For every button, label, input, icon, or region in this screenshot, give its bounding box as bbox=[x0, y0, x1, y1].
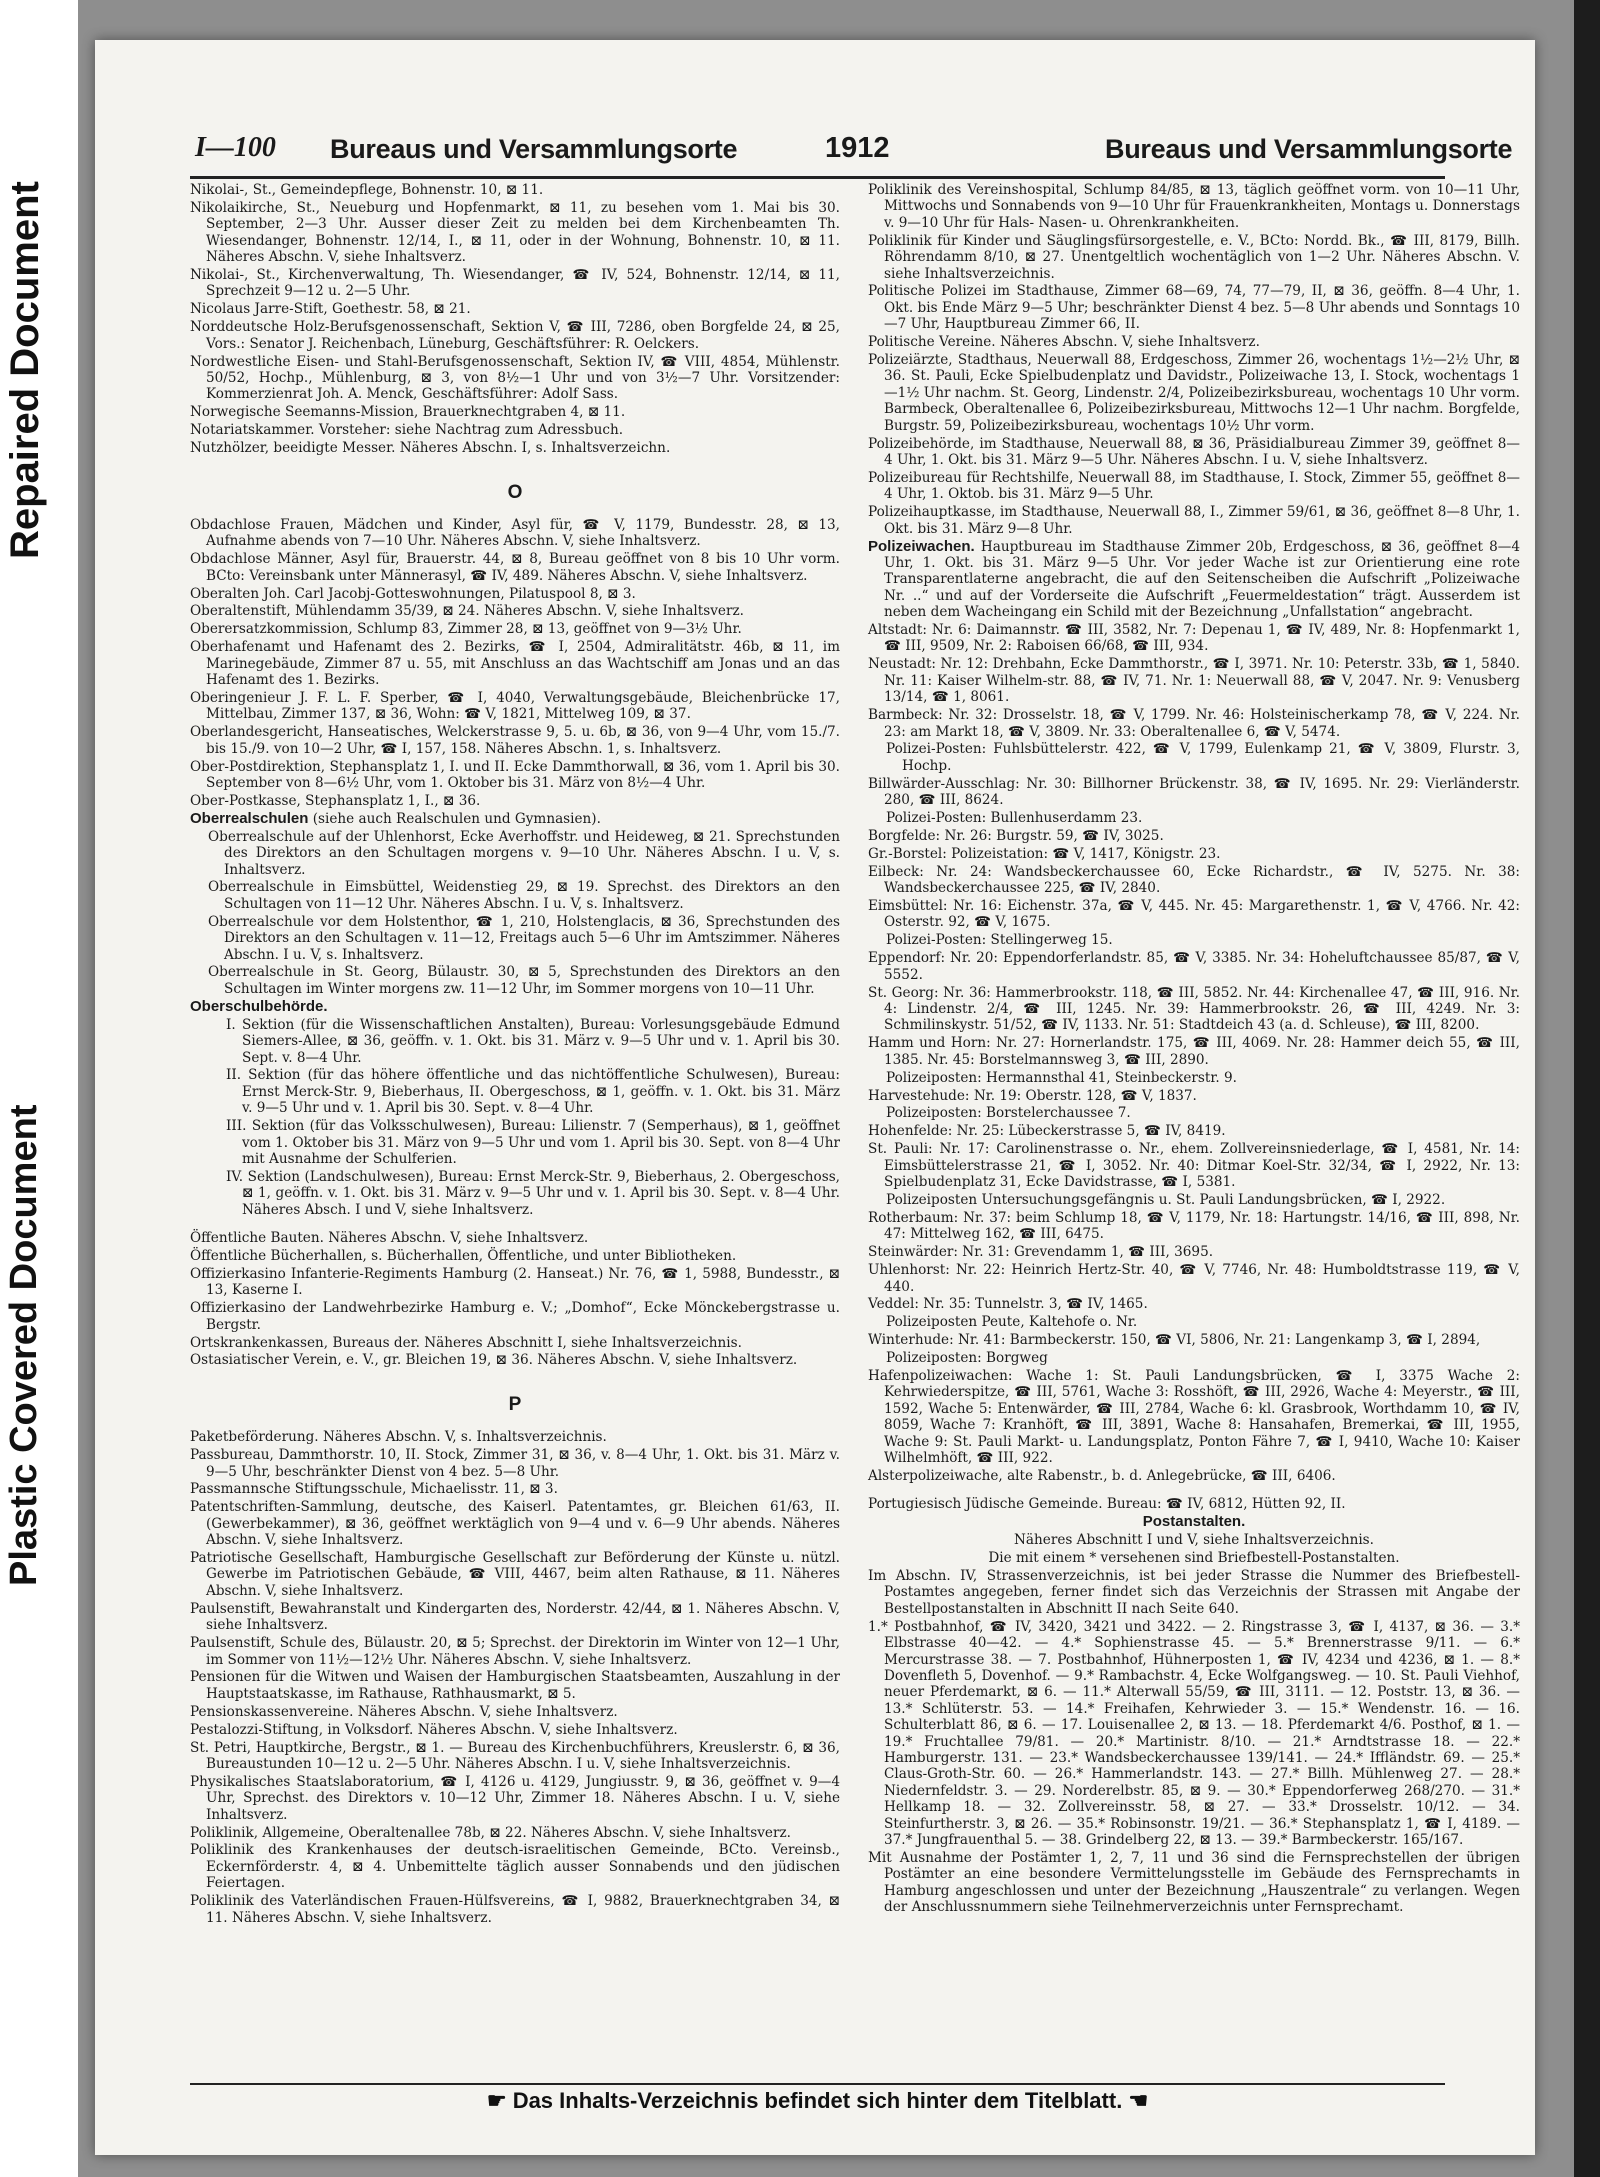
directory-entry bbox=[190, 551, 840, 584]
directory-entry bbox=[190, 200, 840, 266]
directory-entry bbox=[208, 829, 840, 878]
entry-text: Eppendorf: Nr. 20: Eppendorferlandstr. 85, ☎ V, 3385. Nr. 34: Hoheluftchaussee 85/87, ☎ V, 5552. bbox=[868, 950, 1520, 983]
entry-text: Oberalten Joh. Carl Jacobj-Gotteswohnungen, Pilatuspool 8, ⊠ 3. bbox=[190, 585, 636, 602]
entry-text: Die mit einem * versehenen sind Briefbestell-Postanstalten. bbox=[988, 1550, 1400, 1567]
directory-entry bbox=[868, 334, 1520, 350]
directory-entry bbox=[190, 1481, 840, 1497]
entry-text: Passbureau, Dammthorstr. 10, II. Stock, Zimmer 31, ⊠ 36, v. 8—4 Uhr, 1. Okt. bis 31. März v. 9—5 Uhr, beschränkter Dienst von 4 bez. 5—8 Uhr. bbox=[190, 1447, 840, 1480]
header-title-left: Bureaus und Versammlungsorte bbox=[330, 134, 738, 164]
entry-text: Politische Vereine. Näheres Abschn. V, siehe Inhaltsverz. bbox=[868, 334, 1260, 351]
entry-text: Paulsenstift, Bewahranstalt und Kindergarten des, Norderstr. 42/44, ⊠ 1. Näheres Abschn. V, siehe Inhaltsverz. bbox=[190, 1600, 840, 1634]
entry-text: Hauptbureau im Stadthause Zimmer 20b, Erdgeschoss, ⊠ 36, geöffnet 8—4 Uhr, 1. Okt. bis 31. März 9—5 Uhr. Vor jeder Wache ist zur Orientierung eine rote Transparentlaterne angebracht, die auf den Seitenscheiben die Aufschrift „Polizeiwache Nr. ..“ und auf der Vorderseite die Aufschrift „Feuermeldestation“ trägt. Ausserdem ist neben dem Wacheingang ein Schild mit der Bezeichnung „Unfallstation“ angebracht. bbox=[884, 538, 1521, 621]
entry-text: Paulsenstift, Schule des, Bülaustr. 20, ⊠ 5; Sprechst. der Direktorin im Winter von 12—1 Uhr, im Sommer von 11½—12½ Uhr. Näheres Abschn. V, siehe Inhaltsverz. bbox=[190, 1635, 840, 1668]
entry-text: Polizeiposten: Borgweg bbox=[886, 1350, 1048, 1367]
directory-entry bbox=[868, 898, 1520, 931]
entry-text: Norddeutsche Holz-Berufsgenossenschaft, Sektion V, ☎ III, 7286, oben Borgfelde 24, ⊠ 25, Vors.: Senator J. Reichenbach, Lüneburg, Geschäftsführer: R. Oelckers. bbox=[190, 319, 840, 352]
left-column bbox=[190, 182, 840, 1928]
entry-text: Neustadt: Nr. 12: Drehbahn, Ecke Dammthorstr., ☎ I, 3971. Nr. 10: Peterstr. 33b, ☎ 1, 5840. Nr. 11: Kaiser Wilhelm-str. 88, ☎ IV, 71. Nr. 1: Neuerwall 88, ☎ V, 2047. Nr. 9: Venusberg 13/14, ☎ 1, 8061. bbox=[868, 656, 1520, 706]
directory-entry bbox=[190, 1429, 840, 1445]
entry-heading: Oberschulbehörde. bbox=[190, 997, 328, 1015]
entry-text: Polizei-Posten: Stellingerweg 15. bbox=[886, 932, 1113, 949]
entry-text: Näheres Abschnitt I und V, siehe Inhaltsverzeichnis. bbox=[1014, 1532, 1374, 1549]
directory-entry bbox=[190, 1499, 840, 1548]
footer-rule bbox=[190, 2083, 1445, 2085]
directory-entry bbox=[190, 690, 840, 723]
entry-text: Oberrealschule auf der Uhlenhorst, Ecke Averhoffstr. und Heideweg, ⊠ 21. Sprechstunden des Direktors an den Schultagen morgens v. 9—10 Uhr. Näheres Abschn. I u. V, s. Inhaltsverz. bbox=[208, 828, 840, 878]
entry-text: Nikolai-, St., Gemeindepflege, Bohnenstr. 10, ⊠ 11. bbox=[190, 182, 544, 198]
entry-text: Harvestehude: Nr. 19: Oberstr. 128, ☎ V, 1837. bbox=[868, 1087, 1197, 1104]
directory-entry bbox=[886, 1314, 1520, 1330]
repaired-document-label: Repaired Document bbox=[3, 181, 47, 559]
directory-entry bbox=[868, 1123, 1520, 1139]
directory-entry bbox=[190, 1335, 840, 1351]
directory-entry bbox=[868, 656, 1520, 705]
entry-text: 1.* Postbahnhof, ☎ IV, 3420, 3421 und 3422. — 2. Ringstrasse 3, ☎ I, 4137, ⊠ 36. — 3.* Elbstrasse 40—42. — 4.* Sophienstrasse 45. — 5.* Brennerstrasse 9/11. — 6.* Mercurstrasse 38. — 7. Postbahnhof, Hühnerposten 1, ☎ IV, 4234 und 4236, ⊠ 1. — 8.* Dovenfleth 5, Dovenhof. — 9.* Rambachstr. 4, Ecke Wolfgangsweg. — 10. St. Pauli Viehhof, neuer Pferdemarkt, ⊠ 6. — 11.* Alterwall 55/59, ☎ III, 3111. — 12. Poststr. 13, ⊠ 36. — 13.* Schlüterstr. 53. — 14.* Freihafen, Kehrwieder 3. — 15.* Wendenstr. 16. — 16. Schulterblatt 86, ⊠ 6. — 17. Louisenallee 2, ⊠ 13. — 18. Pferdemarkt 4/6. Posthof, ⊠ 1. — 19.* Fruchtallee 79/81. — 20.* Martinistr. 8/10. — 21.* Arndtstrasse 18. — 22.* Hamburgerstr. 131. — 23.* Wandsbeckerchaussee 139/141. — 24.* Iffländstr. 69. — 25.* Claus-Groth-Str. 60. — 26.* Hammerlandstr. 143. — 27.* Billh. Mühlenweg 27. — 28.* Niedernfeldstr. 3. — 29. Norderelbstr. 85, ⊠ 9. — 30.* Eppendorferweg 268/270. — 31.* Hellkamp 18. — 32. Zollvereinsstr. 58, ⊠ 27. — 33.* Drosselstr. 10/12. — 34. Steinfurtherstr. 3, ⊠ 26. — 35.* Robinsonstr. 19/21. — 36.* Stephansplatz 1, ☎ I, 4189. — 37.* Jungfrauenthal 5. — 38. Grindelberg 22, ⊠ 13. — 39.* Barmbeckerstr. 165/167. bbox=[868, 1618, 1520, 1848]
directory-entry bbox=[190, 793, 840, 809]
entry-text: Öffentliche Bücherhallen, s. Bücherhallen, Öffentliche, und unter Bibliotheken. bbox=[190, 1247, 737, 1264]
entry-text: Obdachlose Männer, Asyl für, Brauerstr. 44, ⊠ 8, Bureau geöffnet von 8 bis 10 Uhr vorm. BCto: Vereinsbank unter Männerasyl, ☎ IV, 489. Näheres Abschn. V, siehe Inhaltsverz. bbox=[190, 551, 840, 584]
directory-entry bbox=[190, 1248, 840, 1264]
directory-entry bbox=[190, 1669, 840, 1702]
directory-entry bbox=[190, 759, 840, 792]
plastic-covered-document-label: Plastic Covered Document bbox=[3, 1104, 45, 1586]
directory-entry bbox=[868, 1496, 1520, 1512]
page-footer bbox=[190, 2088, 1445, 2114]
entry-text: Nordwestliche Eisen- und Stahl-Berufsgenossenschaft, Sektion IV, ☎ VIII, 4854, Mühlenstr. 50/52, Hochp., Mühlenburg, ⊠ 3, von 8½—1 Uhr und von 3½—7 Uhr. Vorsitzender: Kommerzienrat Joh. A. Menck, Geschäftsführer: Adolf Sass. bbox=[190, 353, 840, 403]
header-title-right: Bureaus und Versammlungsorte bbox=[1105, 134, 1513, 164]
entry-text: Polizeibehörde, im Stadthause, Neuerwall 88, ⊠ 36, Präsidialbureau Zimmer 39, geöffnet 8—4 Uhr, 1. Okt. bis 31. März 9—5 Uhr. Näheres Abschn. I u. V, siehe Inhaltsverz. bbox=[868, 435, 1520, 468]
directory-entry bbox=[868, 352, 1520, 434]
directory-entry bbox=[190, 517, 840, 550]
page-number: I—100 bbox=[195, 132, 276, 163]
directory-entry bbox=[868, 1532, 1520, 1548]
directory-entry bbox=[190, 354, 840, 403]
directory-entry bbox=[886, 741, 1520, 774]
entry-text: Alsterpolizeiwache, alte Rabenstr., b. d. Anlegebrücke, ☎ III, 6406. bbox=[868, 1467, 1336, 1484]
directory-entry bbox=[868, 1568, 1520, 1617]
directory-entry bbox=[868, 470, 1520, 503]
directory-entry bbox=[190, 1893, 840, 1926]
directory-entry bbox=[226, 1017, 840, 1066]
entry-text: IV. Sektion (Landschulwesen), Bureau: Ernst Merck-Str. 9, Bieberhaus, 2. Obergeschoss, ⊠ 1, geöffn. v. 1. Okt. bis 31. März v. 9—5 Uhr und v. 1. April bis 30. Sept. v. 8—4 Uhr. Näheres Absch. I und V, siehe Inhaltsverz. bbox=[226, 1168, 840, 1218]
entry-text: Pestalozzi-Stiftung, in Volksdorf. Näheres Abschn. V, siehe Inhaltsverz. bbox=[190, 1721, 678, 1738]
entry-text: Eimsbüttel: Nr. 16: Eichenstr. 37a, ☎ V, 445. Nr. 45: Margarethenstr. 1, ☎ V, 4766. Nr. 42: Osterstr. 92, ☎ V, 1675. bbox=[868, 898, 1520, 931]
entry-text: Öffentliche Bauten. Näheres Abschn. V, siehe Inhaltsverz. bbox=[190, 1230, 589, 1247]
entry-text: Patriotische Gesellschaft, Hamburgische Gesellschaft zur Beförderung der Künste u. nützl. Gewerbe im Patriotischen Gebäude, ☎ VIII, 4467, beim alten Rathause, ⊠ 11. Näheres Abschn. V, siehe Inhaltsverz. bbox=[190, 1550, 840, 1599]
directory-entry bbox=[868, 539, 1520, 621]
directory-entry bbox=[868, 864, 1520, 897]
directory-entry bbox=[190, 1550, 840, 1599]
directory-entry bbox=[190, 301, 840, 317]
right-column bbox=[868, 182, 1520, 1917]
entry-text: Polizei-Posten: Bullenhuserdamm 23. bbox=[886, 810, 1143, 827]
entry-text: Politische Polizei im Stadthause, Zimmer 68—69, 74, 77—79, II, ⊠ 36, geöffn. 8—4 Uhr, 1. Okt. bis Ende März 9—5 Uhr; beschränkter Dienst 4 bez. 5—8 Uhr abends und Sonntags 10—7 Uhr, Hauptbureau Zimmer 66, II. bbox=[868, 283, 1520, 333]
entry-text: Gr.-Borstel: Polizeistation: ☎ V, 1417, Königstr. 23. bbox=[868, 845, 1221, 862]
entry-text: Altstadt: Nr. 6: Daimannstr. ☎ III, 3582, Nr. 7: Depenau 1, ☎ IV, 489, Nr. 8: Hopfenmarkt 1, ☎ III, 9509, Nr. 2: Raboisen 66/68, ☎ III, 934. bbox=[868, 622, 1520, 655]
header-year: 1912 bbox=[825, 132, 890, 164]
entry-text: Ostasiatischer Verein, e. V., gr. Bleichen 19, ⊠ 36. Näheres Abschn. V, siehe Inhaltsverz. bbox=[190, 1352, 798, 1369]
footer-text: Das Inhalts-Verzeichnis befindet sich hinter dem Titelblatt. bbox=[512, 2088, 1123, 2113]
directory-entry bbox=[190, 999, 840, 1015]
directory-entry bbox=[886, 1350, 1520, 1366]
entry-text: Polizeiposten Untersuchungsgefängnis u. St. Pauli Landungsbrücken, ☎ I, 2922. bbox=[886, 1191, 1446, 1208]
entry-text: Poliklinik, Allgemeine, Oberaltenallee 78b, ⊠ 22. Näheres Abschn. V, siehe Inhaltsverz. bbox=[190, 1824, 791, 1841]
directory-entry bbox=[868, 1141, 1520, 1190]
entry-text: Oberrealschule in St. Georg, Bülaustr. 30, ⊠ 5, Sprechstunden des Direktors an den Schultagen im Winter morgens zw. 11—12 Uhr, im Sommer morgens von 10—11 Uhr. bbox=[208, 964, 840, 997]
directory-entry bbox=[190, 1825, 840, 1841]
entry-text: Poliklinik des Vaterländischen Frauen-Hülfsvereins, ☎ I, 9882, Brauerknechtgraben 34, ⊠ 11. Näheres Abschn. V, siehe Inhaltsverz. bbox=[190, 1893, 840, 1926]
entry-text: Steinwärder: Nr. 31: Grevendamm 1, ☎ III, 3695. bbox=[868, 1244, 1214, 1261]
entry-text: II. Sektion (für das höhere öffentliche und das nichtöffentliche Schulwesen), Bureau: Ernst Merck-Str. 9, Bieberhaus, II. Obergeschoss, ⊠ 1, geöffn. v. 1. Okt. bis 31. März v. 9—5 Uhr und v. 1. April bis 30. Sept. v. 8—4 Uhr. bbox=[226, 1067, 840, 1117]
entry-text: Im Abschn. IV, Strassenverzeichnis, ist bei jeder Strasse die Nummer des Briefbestell-Postamtes angegeben, ferner findet sich das Verzeichnis der Strassen mit Angabe der Bestellpostanstalten in Abschnitt II nach Seite 640. bbox=[868, 1568, 1520, 1617]
left-label-strip bbox=[0, 0, 79, 2177]
directory-entry bbox=[190, 319, 840, 352]
entry-text: Oberaltenstift, Mühlendamm 35/39, ⊠ 24. Näheres Abschn. V, siehe Inhaltsverz. bbox=[190, 603, 744, 620]
directory-entry bbox=[190, 1300, 840, 1333]
entry-text: I. Sektion (für die Wissenschaftlichen Anstalten), Bureau: Vorlesungsgebäude Edmund Siemers-Allee, ⊠ 36, geöffn. v. 1. Okt. bis 31. März v. 9—5 Uhr und v. 1. April bis 30. Sept. v. 8—4 Uhr. bbox=[226, 1016, 840, 1066]
section-letter: P bbox=[508, 1393, 522, 1415]
entry-text: Hohenfelde: Nr. 25: Lübeckerstrasse 5, ☎ IV, 8419. bbox=[868, 1123, 1226, 1140]
directory-entry bbox=[190, 440, 840, 456]
entry-text: Pensionskassenvereine. Näheres Abschn. V, siehe Inhaltsverz. bbox=[190, 1703, 618, 1720]
entry-text: Oberersatzkommission, Schlump 83, Zimmer 28, ⊠ 13, geöffnet von 9—3½ Uhr. bbox=[190, 621, 742, 638]
entry-text: Nicolaus Jarre-Stift, Goethestr. 58, ⊠ 21. bbox=[190, 301, 471, 318]
entry-text: Barmbeck: Nr. 32: Drosselstr. 18, ☎ V, 1799. Nr. 46: Holsteinischerkamp 78, ☎ V, 224. Nr. 23: am Markt 18, ☎ V, 3809. Nr. 33: Oberaltenallee 6, ☎ V, 5474. bbox=[868, 707, 1520, 740]
entry-text: Veddel: Nr. 35: Tunnelstr. 3, ☎ IV, 1465. bbox=[868, 1296, 1148, 1313]
entry-text: Offizierkasino der Landwehrbezirke Hamburg e. V.; „Domhof“, Ecke Mönckebergstrasse u. Bergstr. bbox=[190, 1300, 840, 1333]
directory-entry bbox=[886, 1192, 1520, 1208]
directory-entry bbox=[868, 283, 1520, 332]
directory-entry bbox=[868, 1850, 1520, 1916]
page-header bbox=[195, 132, 1525, 178]
entry-text: Portugiesisch Jüdische Gemeinde. Bureau: ☎ IV, 6812, Hütten 92, II. bbox=[868, 1496, 1346, 1513]
entry-text: Uhlenhorst: Nr. 22: Heinrich Hertz-Str. 40, ☎ V, 7746, Nr. 48: Humboldtstrasse 119, ☎ V, 440. bbox=[868, 1262, 1520, 1295]
entry-text: Passmannsche Stiftungsschule, Michaelisstr. 11, ⊠ 3. bbox=[190, 1481, 558, 1498]
entry-text: Ortskrankenkassen, Bureaus der. Näheres Abschnitt I, siehe Inhaltsverzeichnis. bbox=[190, 1334, 742, 1351]
entry-text: Oberingenieur J. F. L. F. Sperber, ☎ I, 4040, Verwaltungsgebäude, Bleichenbrücke 17, Mittelbau, Zimmer 137, ⊠ 36, Wohn: ☎ V, 1821, Mittelweg 109, ⊠ 37. bbox=[190, 689, 840, 723]
entry-text: Polizeiposten Peute, Kaltehofe o. Nr. bbox=[886, 1314, 1138, 1331]
entry-text: Pensionen für die Witwen und Waisen der Hamburgischen Staatsbeamten, Auszahlung in der Hauptstaatskasse, im Rathause, Rathhausmarkt, ⊠ 5. bbox=[190, 1669, 840, 1702]
directory-entry bbox=[190, 1722, 840, 1738]
directory-entry bbox=[868, 1296, 1520, 1312]
directory-entry bbox=[226, 1169, 840, 1218]
directory-entry bbox=[190, 621, 840, 637]
entry-text: Physikalisches Staatslaboratorium, ☎ I, 4126 u. 4129, Jungiusstr. 9, ⊠ 36, geöffnet v. 9—4 Uhr, Sprechst. des Direktors v. 10—12 Uhr, Zimmer 18. Näheres Abschn. I u. V, siehe Inhaltsverz. bbox=[190, 1773, 840, 1823]
entry-text: St. Pauli: Nr. 17: Carolinenstrasse o. Nr., ehem. Zollvereinsniederlage, ☎ I, 4581, Nr. 14: Eimsbüttelerstrasse 21, ☎ I, 3052. Nr. 40: Ditmar Koel-Str. 32/34, ☎ I, 2922, Nr. 13: Spielbudenplatz 31, Ecke Davidstrasse, ☎ I, 5381. bbox=[868, 1141, 1520, 1191]
directory-entry bbox=[190, 1266, 840, 1299]
entry-text: Poliklinik des Krankenhauses der deutsch-israelitischen Gemeinde, BCto. Vereinsb., Eckernförderstr. 4, ⊠ 4. Unbemittelte täglich ausser Sonnabends und den jüdischen Feiertagen. bbox=[190, 1842, 840, 1892]
directory-entry bbox=[886, 810, 1520, 826]
entry-text: III. Sektion (für das Volksschulwesen), Bureau: Lilienstr. 7 (Semperhaus), ⊠ 1, geöffnet vom 1. Oktober bis 31. März von 9—5 Uhr und vom 1. April bis 30. Sept. von 8—4 Uhr mit Ausnahme der Schulferien. bbox=[226, 1118, 840, 1167]
entry-text: Oberrealschule in Eimsbüttel, Weidenstieg 29, ⊠ 19. Sprechst. des Direktors an den Schultagen von 11—12 Uhr. Näheres Abschn. I u. V, s. Inhaltsverz. bbox=[208, 879, 840, 912]
directory-entry bbox=[226, 1067, 840, 1116]
directory-entry bbox=[868, 828, 1520, 844]
directory-entry bbox=[208, 914, 840, 963]
directory-entry bbox=[868, 1244, 1520, 1260]
entry-text: St. Georg: Nr. 36: Hammerbrookstr. 118, ☎ III, 5852. Nr. 44: Kirchenallee 47, ☎ III, 916. Nr. 4: Lindenstr. 2/4, ☎ III, 1245. Nr. 39: Hammerbrookstr. 26, ☎ III, 4249. Nr. 3: Schmilinskystr. 51/52, ☎ IV, 1133. Nr. 51: Stadtdeich 43 (a. d. Schleuse), ☎ III, 8200. bbox=[868, 984, 1520, 1034]
directory-entry bbox=[190, 422, 840, 438]
directory-entry bbox=[868, 1035, 1520, 1068]
directory-entry bbox=[868, 1262, 1520, 1295]
entry-text: Billwärder-Ausschlag: Nr. 30: Billhorner Brückenstr. 38, ☎ IV, 1695. Nr. 29: Vierländerstr. 280, ☎ III, 8624. bbox=[868, 775, 1520, 809]
directory-entry bbox=[868, 1332, 1520, 1348]
directory-entry bbox=[190, 1740, 840, 1773]
directory-entry bbox=[190, 639, 840, 688]
directory-entry bbox=[190, 1230, 840, 1246]
directory-entry bbox=[208, 964, 840, 997]
directory-entry bbox=[868, 504, 1520, 537]
entry-text: Hamm und Horn: Nr. 27: Hornerlandstr. 175, ☎ III, 4069. Nr. 28: Hammer deich 55, ☎ III, 1385. Nr. 45: Borstelmannsweg 3, ☎ III, 2890. bbox=[868, 1035, 1520, 1068]
section-heading: Postanstalten. bbox=[1142, 1513, 1246, 1531]
entry-heading: Polizeiwachen. bbox=[868, 537, 975, 555]
header-rule bbox=[190, 176, 1445, 179]
entry-text: Patentschriften-Sammlung, deutsche, des Kaiserl. Patentamtes, gr. Bleichen 61/63, II. (Gewerbekammer), ⊠ 36, geöffnet werktäglich von 9—4 und v. 6—9 Uhr abends. Näheres Abschn. V, siehe Inhaltsverz. bbox=[190, 1499, 840, 1549]
directory-entry bbox=[190, 724, 840, 757]
pointing-hand-right-icon: ☛ bbox=[486, 2088, 507, 2113]
entry-text: Borgfelde: Nr. 26: Burgstr. 59, ☎ IV, 3025. bbox=[868, 827, 1164, 844]
directory-entry bbox=[868, 1550, 1520, 1566]
directory-entry bbox=[868, 846, 1520, 862]
entry-text: Oberrealschule vor dem Holstenthor, ☎ 1, 210, Holstenglacis, ⊠ 36, Sprechstunden des Direktors an den Schultagen v. 11—12, Freitags auch 5—6 Uhr im Amtszimmer. Näheres Abschn. I u. V, s. Inhaltsverz. bbox=[208, 913, 840, 963]
scan-edge bbox=[1574, 0, 1600, 2177]
directory-entry bbox=[190, 1447, 840, 1480]
directory-entry bbox=[868, 182, 1520, 231]
entry-text: Offizierkasino Infanterie-Regiments Hamburg (2. Hanseat.) Nr. 76, ☎ 1, 5988, Bundesstr., ⊠ 13, Kaserne I. bbox=[190, 1265, 840, 1299]
entry-text: Ober-Postdirektion, Stephansplatz 1, I. und II. Ecke Dammthorwall, ⊠ 36, vom 1. April bis 30. September von 8—6½ Uhr, vom 1. Oktober bis 31. März von 8½—4 Uhr. bbox=[190, 758, 840, 791]
directory-entry bbox=[868, 985, 1520, 1034]
directory-entry bbox=[868, 1210, 1520, 1243]
entry-text: Nutzhölzer, beeidigte Messer. Näheres Abschn. I, s. Inhaltsverzeichn. bbox=[190, 440, 671, 457]
section-letter: O bbox=[507, 481, 523, 503]
entry-text: Eilbeck: Nr. 24: Wandsbeckerchaussee 60, Ecke Richardstr., ☎ IV, 5275. Nr. 38: Wandsbeckerchaussee 225, ☎ IV, 2840. bbox=[868, 863, 1520, 897]
directory-entry bbox=[190, 1635, 840, 1668]
directory-entry bbox=[190, 811, 840, 827]
entry-text: Rotherbaum: Nr. 37: beim Schlump 18, ☎ V, 1179, Nr. 18: Hartungstr. 14/16, ☎ III, 898, Nr. 47: Mittelweg 162, ☎ III, 6475. bbox=[868, 1209, 1520, 1243]
entry-text: Polizeiposten: Hermannsthal 41, Steinbeckerstr. 9. bbox=[886, 1069, 1237, 1086]
directory-entry bbox=[868, 1619, 1520, 1849]
directory-entry bbox=[886, 932, 1520, 948]
directory-entry bbox=[190, 1842, 840, 1891]
directory-entry bbox=[868, 233, 1520, 282]
directory-entry bbox=[190, 1352, 840, 1368]
directory-entry bbox=[868, 707, 1520, 740]
entry-text: (siehe auch Realschulen und Gymnasien). bbox=[312, 810, 601, 827]
directory-entry bbox=[868, 776, 1520, 809]
directory-entry bbox=[190, 267, 840, 300]
entry-text: Poliklinik für Kinder und Säuglingsfürsorgestelle, e. V., BCto: Nordd. Bk., ☎ III, 8179, Billh. Röhrendamm 8/10, ⊠ 27. Unentgeltlich wochentäglich von 1—2 Uhr. Näheres Abschn. V. siehe Inhaltsverzeichnis. bbox=[868, 232, 1520, 282]
directory-entry bbox=[190, 603, 840, 619]
directory-entry bbox=[226, 1118, 840, 1167]
entry-text: Oberhafenamt und Hafenamt des 2. Bezirks, ☎ I, 2504, Admiralitätstr. 46b, ⊠ 11, im Marinegebäude, Zimmer 87 u. 55, mit Anschluss an das Wachtschiff am Jonas und an das Hafenamt des 1. Bezirks. bbox=[190, 639, 840, 689]
directory-entry bbox=[190, 586, 840, 602]
directory-entry bbox=[208, 879, 840, 912]
entry-text: Poliklinik des Vereinshospital, Schlump 84/85, ⊠ 13, täglich geöffnet vorm. von 10—11 Uhr, Mittwochs und Sonnabends von 9—10 Uhr für Frauenkrankheiten, Montags u. Donnerstags v. 9—10 Uhr für Hals- Nasen- u. Ohrenkrankheiten. bbox=[868, 182, 1520, 231]
entry-text: Norwegische Seemanns-Mission, Brauerknechtgraben 4, ⊠ 11. bbox=[190, 404, 626, 421]
directory-entry bbox=[868, 950, 1520, 983]
entry-text: St. Petri, Hauptkirche, Bergstr., ⊠ 1. — Bureau des Kirchenbuchführers, Kreuslerstr. 6, ⊠ 36, Bureaustunden 10—12 u. 2—5 Uhr. Näheres Abschn. I u. V, siehe Inhaltsverzeichnis. bbox=[190, 1739, 840, 1772]
directory-entry bbox=[190, 1601, 840, 1634]
directory-entry bbox=[868, 436, 1520, 469]
directory-entry bbox=[886, 1105, 1520, 1121]
directory-entry bbox=[190, 404, 840, 420]
directory-entry bbox=[868, 1088, 1520, 1104]
entry-text: Paketbeförderung. Näheres Abschn. V, s. Inhaltsverzeichnis. bbox=[190, 1429, 607, 1446]
directory-entry bbox=[190, 1704, 840, 1720]
directory-entry bbox=[868, 1368, 1520, 1466]
entry-text: Polizei-Posten: Fuhlsbüttelerstr. 422, ☎ V, 1799, Eulenkamp 21, ☎ V, 3809, Flurstr. 3, Hochp. bbox=[886, 741, 1520, 774]
entry-text: Polizeibureau für Rechtshilfe, Neuerwall 88, im Stadthause, I. Stock, Zimmer 55, geöffnet 8—4 Uhr, 1. Oktob. bis 31. März 9—5 Uhr. bbox=[868, 469, 1520, 503]
directory-entry bbox=[190, 182, 840, 198]
entry-text: Nikolaikirche, St., Neueburg und Hopfenmarkt, ⊠ 11, zu besehen vom 1. Mai bis 30. September, 2—3 Uhr. Ausser dieser Zeit zu melden bei dem Kirchenbeamten Th. Wiesendanger, Bohnenstr. 12/14, I., ⊠ 11, oder in der Wohnung, Bohnenstr. 10, ⊠ 11. Näheres Abschn. V, siehe Inhaltsverz. bbox=[190, 199, 840, 266]
entry-text: Polizeiärzte, Stadthaus, Neuerwall 88, Erdgeschoss, Zimmer 26, wochentags 1½—2½ Uhr, ⊠ 36. St. Pauli, Ecke Spielbudenplatz und Davidstr., Polizeiwache 13, I. Stock, wochentags 1—1½ Uhr nachm. St. Georg, Lindenstr. 2/4, Polizeibezirksbureau, wochentags 10 Uhr vorm. Barmbeck, Oberaltenallee 6, Polizeibezirksbureau, Mittwochs 12—1 Uhr nachm. Borgfelde, Burgstr. 59, Polizeibezirksbureau, wochentags 10½ Uhr vorm. bbox=[868, 352, 1520, 434]
directory-entry bbox=[886, 1070, 1520, 1086]
entry-text: Hafenpolizeiwachen: Wache 1: St. Pauli Landungsbrücken, ☎ I, 3375 Wache 2: Kehrwiederspitze, ☎ III, 5761, Wache 3: Rosshöft, ☎ III, 2926, Wache 4: Meyerstr., ☎ III, 1592, Wache 5: Entenwärder, ☎ III, 2784, Wache 6: kl. Grasbrook, Worthdamm 10, ☎ IV, 8059, Wache 7: Kranhöft, ☎ III, 3891, Wache 8: Hansahafen, Bremerkai, ☎ III, 1955, Wache 9: St. Pauli Markt- u. Landungsplatz, Ponton Fähre 7, ☎ I, 9410, Wache 10: Kaiser Wilhelmhöft, ☎ III, 922. bbox=[868, 1368, 1520, 1467]
entry-text: Oberlandesgericht, Hanseatisches, Welckerstrasse 9, 5. u. 6b, ⊠ 36, von 9—4 Uhr, vom 15./7. bis 15./9. von 10—2 Uhr, ☎ I, 157, 158. Näheres Abschn. 1, s. Inhaltsverz. bbox=[190, 724, 840, 757]
entry-text: Mit Ausnahme der Postämter 1, 2, 7, 11 und 36 sind die Fernsprechstellen der übrigen Postämter an eine besondere Vermittelungsstelle im Gebäude des Fernsprechamts in Hamburg angeschlossen und unter der Bezeichnung „Hauszentrale“ zu verlangen. Wegen der Anschlussnummern siehe Teilnehmerverzeichnis unter Fernsprechamt. bbox=[868, 1849, 1520, 1916]
entry-text: Notariatskammer. Vorsteher: siehe Nachtrag zum Adressbuch. bbox=[190, 422, 624, 439]
entry-text: Nikolai-, St., Kirchenverwaltung, Th. Wiesendanger, ☎ IV, 524, Bohnenstr. 12/14, ⊠ 11, Sprechzeit 9—12 u. 2—5 Uhr. bbox=[190, 267, 840, 300]
entry-text: Obdachlose Frauen, Mädchen und Kinder, Asyl für, ☎ V, 1179, Bundesstr. 28, ⊠ 13, Aufnahme abends von 7—10 Uhr. Näheres Abschn. V, siehe Inhaltsverz. bbox=[190, 516, 840, 550]
entry-text: Ober-Postkasse, Stephansplatz 1, I., ⊠ 36. bbox=[190, 792, 481, 809]
directory-entry bbox=[868, 622, 1520, 655]
entry-heading: Oberrealschulen bbox=[190, 809, 309, 827]
pointing-hand-left-icon: ☚ bbox=[1128, 2088, 1149, 2113]
directory-entry bbox=[190, 1774, 840, 1823]
entry-text: Winterhude: Nr. 41: Barmbeckerstr. 150, ☎ VI, 5806, Nr. 21: Langenkamp 3, ☎ I, 2894, bbox=[868, 1332, 1481, 1349]
entry-text: Polizeihauptkasse, im Stadthause, Neuerwall 88, I., Zimmer 59/61, ⊠ 36, geöffnet 8—8 Uhr, 1. Okt. bis 31. März 9—8 Uhr. bbox=[868, 504, 1520, 537]
entry-text: Polizeiposten: Borstelerchaussee 7. bbox=[886, 1105, 1131, 1122]
directory-entry bbox=[868, 1468, 1520, 1484]
